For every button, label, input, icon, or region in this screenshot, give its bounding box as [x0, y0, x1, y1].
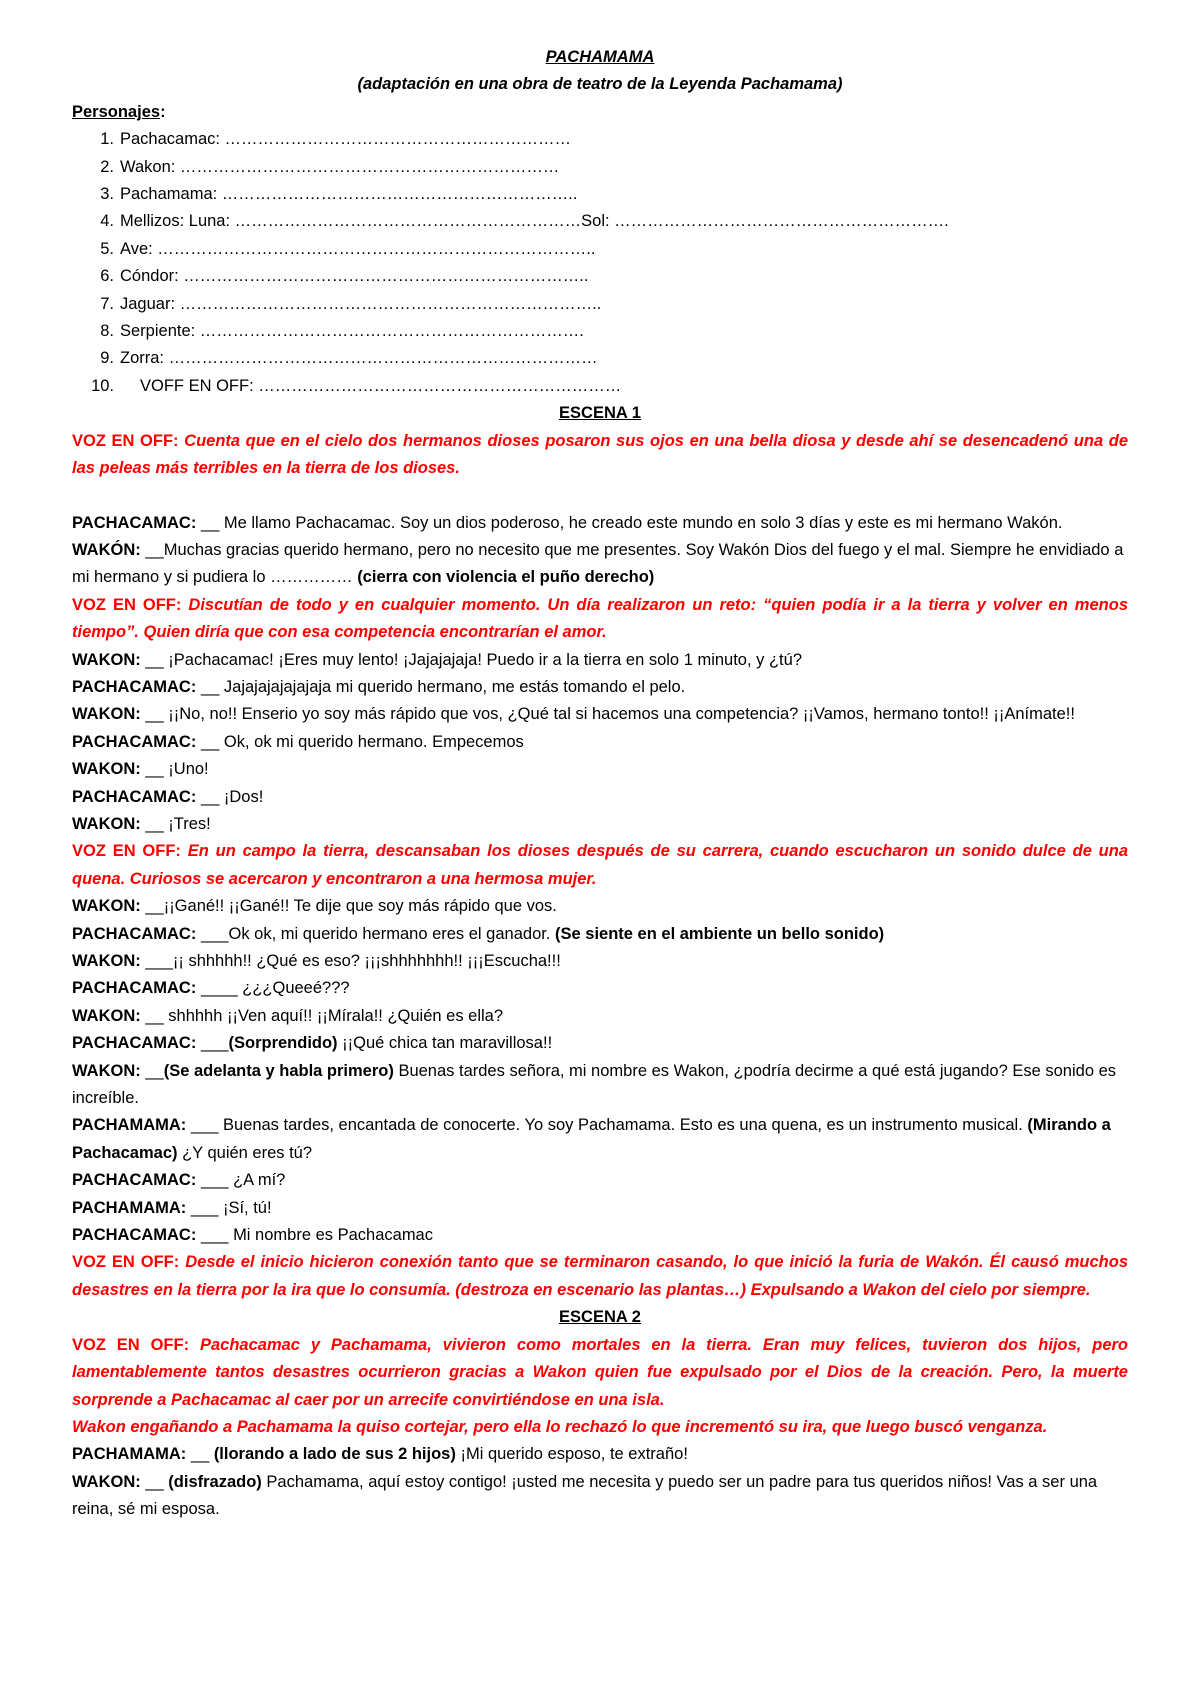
dialogue-blank: ___ — [200, 1034, 229, 1053]
dialogue-text: __ Me llamo Pachacamac. Soy un dios poderoso, he creado este mundo en solo 3 días y este es mi hermano Wakón. — [200, 513, 1063, 532]
cast-item — [72, 236, 1128, 263]
dialogue-line — [72, 893, 1128, 920]
dialogue-line — [72, 1058, 1128, 1113]
cast-entry: Serpiente: ……………………………………………………………. — [120, 322, 584, 341]
cast-number: 9. — [100, 349, 114, 368]
voz-en-off-label: VOZ EN OFF: — [72, 595, 182, 614]
dialogue-line — [72, 674, 1128, 701]
cast-entry: Ave: …………………………………………………………………….. — [120, 239, 596, 258]
cast-item — [72, 263, 1128, 290]
stage-direction: (llorando a lado de sus 2 hijos) — [213, 1445, 456, 1464]
voz-en-off-label: VOZ EN OFF: — [72, 431, 179, 450]
voz-en-off-paragraph — [72, 1249, 1128, 1304]
cast-item — [72, 291, 1128, 318]
cast-entry: VOFF EN OFF: ………………………………………………………… — [140, 376, 622, 395]
dialogue-blank: __ — [190, 1445, 210, 1464]
dialogue-text: ¡Mi querido esposo, te extraño! — [460, 1445, 688, 1464]
dialogue-text: __ shhhhh ¡¡Ven aquí!! ¡¡Mírala!! ¿Quién es ella? — [145, 1006, 504, 1025]
dialogue-line — [72, 701, 1128, 728]
stage-direction: (disfrazado) — [168, 1472, 262, 1491]
document-subtitle: (adaptación en una obra de teatro de la Leyenda Pachamama) — [357, 75, 843, 94]
scene-1-heading: ESCENA 1 — [559, 404, 641, 423]
dialogue-line — [72, 1030, 1128, 1057]
voz-en-off-label: VOZ EN OFF: — [72, 842, 181, 861]
dialogue-blank: __ — [145, 1061, 164, 1080]
speaker-label: WAKON: — [72, 1061, 141, 1080]
dialogue-text: ___ Mi nombre es Pachacamac — [200, 1226, 433, 1245]
dialogue-line — [72, 1441, 1128, 1468]
voz-en-off-paragraph — [72, 428, 1128, 483]
voz-en-off-label: VOZ EN OFF: — [72, 1253, 180, 1272]
speaker-label: WAKÓN: — [72, 540, 141, 559]
cast-item — [72, 126, 1128, 153]
dialogue-line — [72, 948, 1128, 975]
dialogue-text: Pachamama, aquí estoy contigo! ¡usted me necesita y puedo ser un padre para tus queridos niños! Vas a ser una reina, sé mi esposa. — [72, 1472, 1098, 1519]
dialogue-line — [72, 1222, 1128, 1249]
cast-item — [72, 208, 1128, 235]
cast-number: 3. — [100, 185, 114, 204]
dialogue-line — [72, 811, 1128, 838]
dialogue-text: ___ Buenas tardes, encantada de conocerte. Yo soy Pachamama. Esto es una quena, es un instrumento musical. — [190, 1116, 1023, 1135]
cast-entry: Zorra: …………………………………………………………………… — [120, 349, 598, 368]
dialogue-text: ___ ¿A mí? — [200, 1171, 286, 1190]
dialogue-line — [72, 921, 1128, 948]
speaker-label: PACHAMAMA: — [72, 1116, 187, 1135]
scene-2-heading: ESCENA 2 — [559, 1308, 641, 1327]
dialogue-line — [72, 647, 1128, 674]
voz-en-off-text: Wakon engañando a Pachamama la quiso cortejar, pero ella lo rechazó lo que incrementó su ira, que luego buscó venganza. — [72, 1417, 1048, 1436]
cast-number: 10. — [91, 376, 114, 395]
speaker-label: PACHACAMAC: — [72, 513, 197, 532]
cast-entry: Wakon: …………………………………………………………… — [120, 157, 560, 176]
voz-en-off-paragraph — [72, 838, 1128, 893]
dialogue-line — [72, 1003, 1128, 1030]
dialogue-line — [72, 975, 1128, 1002]
speaker-label: WAKON: — [72, 1472, 141, 1491]
speaker-label: WAKON: — [72, 760, 141, 779]
speaker-label: PACHACAMAC: — [72, 787, 197, 806]
dialogue-line — [72, 1167, 1128, 1194]
cast-entry: Pachacamac: ……………………………………………………… — [120, 130, 572, 149]
speaker-label: PACHACAMAC: — [72, 677, 197, 696]
voz-en-off-paragraph — [72, 1414, 1128, 1441]
cast-item — [72, 318, 1128, 345]
cast-entry: Cóndor: ……………………………………………………………….. — [120, 267, 589, 286]
cast-heading-label: Personajes — [72, 102, 161, 121]
stage-direction: (cierra con violencia el puño derecho) — [357, 568, 655, 587]
blank-line — [72, 483, 1128, 510]
speaker-label: WAKON: — [72, 952, 141, 970]
cast-number: 6. — [100, 267, 114, 286]
speaker-label: PACHAMAMA: — [72, 1445, 187, 1464]
dialogue-line — [72, 1195, 1128, 1222]
dialogue-text: __¡¡Gané!! ¡¡Gané!! Te dije que soy más rápido que vos. — [145, 897, 557, 916]
cast-number: 7. — [100, 294, 114, 313]
dialogue-text: __Muchas gracias querido hermano, pero no necesito que me presentes. Soy Wakón Dios del fuego y el mal. Siempre he envidiado a mi hermano y si pudiera lo …………… — [72, 540, 1124, 587]
speaker-label: PACHACAMAC: — [72, 1171, 197, 1190]
dialogue-text: ¿Y quién eres tú? — [182, 1143, 313, 1162]
speaker-label: PACHACAMAC: — [72, 979, 197, 998]
dialogue-text: ____ ¿¿¿Queeé??? — [200, 979, 350, 998]
cast-item — [72, 373, 1128, 400]
document-title: PACHAMAMA — [545, 48, 655, 66]
speaker-label: PACHACAMAC: — [72, 732, 197, 751]
dialogue-line — [72, 537, 1128, 592]
dialogue-text: ___ ¡Sí, tú! — [190, 1198, 272, 1217]
cast-heading — [72, 99, 1128, 126]
dialogue-text: Buenas tardes señora, mi nombre es Wakon, ¿podría decirme a qué está jugando? Ese sonido es increíble. — [72, 1061, 1117, 1108]
dialogue-line — [72, 1469, 1128, 1524]
cast-heading-colon: : — [160, 102, 166, 121]
speaker-label: WAKON: — [72, 1006, 141, 1025]
cast-number: 5. — [100, 239, 114, 258]
cast-number: 2. — [100, 157, 114, 176]
cast-item — [72, 181, 1128, 208]
cast-number: 4. — [100, 212, 114, 231]
dialogue-text: ___Ok ok, mi querido hermano eres el ganador. — [200, 924, 551, 943]
speaker-label: WAKON: — [72, 814, 141, 833]
dialogue-text: __ Jajajajajajajaja mi querido hermano, me estás tomando el pelo. — [200, 677, 686, 696]
voz-en-off-text: En un campo la tierra, descansaban los dioses después de su carrera, cuando escucharon un sonido dulce de una quena. Curiosos se acercaron y encontraron a una hermosa mujer. — [72, 842, 1128, 888]
speaker-label: PACHAMAMA: — [72, 1198, 187, 1217]
stage-direction: (Se siente en el ambiente un bello sonido) — [555, 924, 885, 943]
cast-entry: Pachamama: ……………………………………………………….. — [120, 185, 578, 204]
voz-en-off-label: VOZ EN OFF: — [72, 1335, 190, 1354]
dialogue-text: ¡¡Qué chica tan maravillosa!! — [342, 1034, 553, 1053]
stage-direction: (Sorprendido) — [228, 1034, 338, 1053]
speaker-label: PACHACAMAC: — [72, 1034, 197, 1053]
dialogue-text: __ ¡¡No, no!! Enserio yo soy más rápido que vos, ¿Qué tal si hacemos una competencia? ¡¡Vamos, hermano tonto!! ¡¡Anímate!! — [145, 705, 1075, 724]
voz-en-off-paragraph — [72, 592, 1128, 647]
cast-entry: Jaguar: ………………………………………………………………….. — [120, 294, 602, 313]
dialogue-text: __ ¡Uno! — [145, 760, 209, 779]
speaker-label: WAKON: — [72, 650, 141, 669]
speaker-label: WAKON: — [72, 897, 141, 916]
cast-list — [72, 126, 1128, 400]
dialogue-line — [72, 729, 1128, 756]
dialogue-text: __ ¡Tres! — [145, 814, 211, 833]
voz-en-off-text: Pachacamac y Pachamama, vivieron como mortales en la tierra. Eran muy felices, tuvieron dos hijos, pero lamentablemente tantos desastres ocurrieron gracias a Wakon quien fue expulsado por el Dios de la creación. Pero, la muerte sorprende a Pachacamac al caer por un arrecife convirtiéndose en una isla. — [72, 1335, 1128, 1409]
voz-en-off-paragraph — [72, 1332, 1128, 1414]
dialogue-line — [72, 784, 1128, 811]
dialogue-text: __ Ok, ok mi querido hermano. Empecemos — [200, 732, 524, 751]
speaker-label: PACHACAMAC: — [72, 924, 197, 943]
dialogue-text: __ ¡Dos! — [200, 787, 264, 806]
dialogue-blank: __ — [145, 1472, 164, 1491]
speaker-label: WAKON: — [72, 705, 141, 724]
cast-item — [72, 154, 1128, 181]
dialogue-text: __ ¡Pachacamac! ¡Eres muy lento! ¡Jajajajaja! Puedo ir a la tierra en solo 1 minuto, y ¿tú? — [145, 650, 802, 669]
stage-direction: (Mirando a Pachacamac) — [72, 1116, 1111, 1162]
voz-en-off-text: Desde el inicio hicieron conexión tanto que se terminaron casando, lo que inició la furia de Wakón. Él causó muchos desastres en la tierra por la ira que lo consumía. (destroza en escenario las plantas…) Expulsando a Wakon del cielo por siempre. — [72, 1253, 1128, 1299]
dialogue-line — [72, 510, 1128, 537]
voz-en-off-text: Discutían de todo y en cualquier momento. Un día realizaron un reto: “quien podía ir a la tierra y volver en menos tiempo”. Quien diría que con esa competencia encontrarían el amor. — [72, 595, 1128, 642]
voz-en-off-text: Cuenta que en el cielo dos hermanos dioses posaron sus ojos en una bella diosa y desde ahí se desencadenó una de las peleas más terribles en la tierra de los dioses. — [72, 431, 1128, 478]
cast-entry: Mellizos: Luna: ………………………………………………………Sol: ……………………………………………………. — [120, 212, 949, 231]
cast-number: 1. — [100, 130, 114, 149]
dialogue-line — [72, 756, 1128, 783]
dialogue-line — [72, 1112, 1128, 1167]
cast-item — [72, 345, 1128, 372]
cast-number: 8. — [100, 322, 114, 341]
dialogue-text: ___¡¡ shhhhh!! ¿Qué es eso? ¡¡¡shhhhhhh!! ¡¡¡Escucha!!! — [145, 952, 561, 970]
speaker-label: PACHACAMAC: — [72, 1226, 197, 1245]
stage-direction: (Se adelanta y habla primero) — [163, 1061, 394, 1080]
